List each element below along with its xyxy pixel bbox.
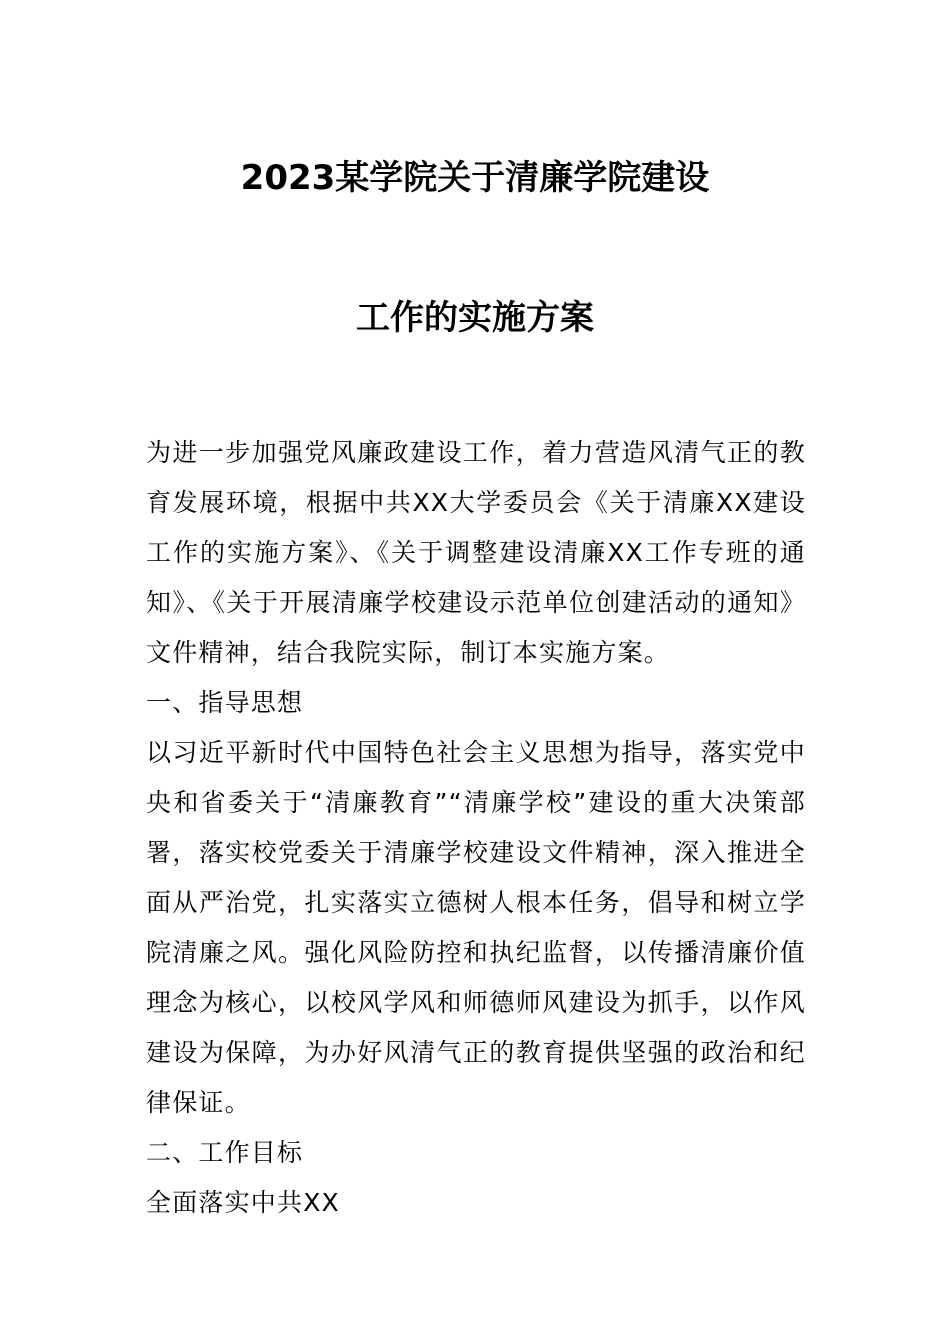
section-1-heading: 一、指导思想 — [146, 688, 304, 717]
section-2-paragraph: 全面落实中共XX — [146, 1188, 340, 1217]
section-1-paragraph: 以习近平新时代中国特色社会主义思想为指导，落实党中央和省委关于“清廉教育”“清廉学校”建设的重大决策部署，落实校党委关于清廉学校建设文件精神，深入推进全面从严治党，扎实落实立德树人根本任务，倡导和树立学院清廉之风。强化风险防控和执纪监督，以传播清廉价值理念为核心，以校风学风和师德师风建设为抓手，以作风建设为保障，为办好风清气正的教育提供坚强的政治和纪律保证。 — [146, 738, 806, 1117]
document-title-line-1: 2023某学院关于清廉学院建设 — [240, 158, 710, 198]
document-title-line-2: 工作的实施方案 — [356, 298, 594, 338]
section-2-heading: 二、工作目标 — [146, 1138, 304, 1167]
intro-paragraph: 为进一步加强党风廉政建设工作，着力营造风清气正的教育发展环境，根据中共XX大学委员会《关于清廉XX建设工作的实施方案》、《关于调整建设清廉XX工作专班的通知》、《关于开展清廉学校建设示范单位创建活动的通知》文件精神，结合我院实际，制订本实施方案。 — [146, 438, 806, 667]
document-body — [146, 428, 806, 1228]
